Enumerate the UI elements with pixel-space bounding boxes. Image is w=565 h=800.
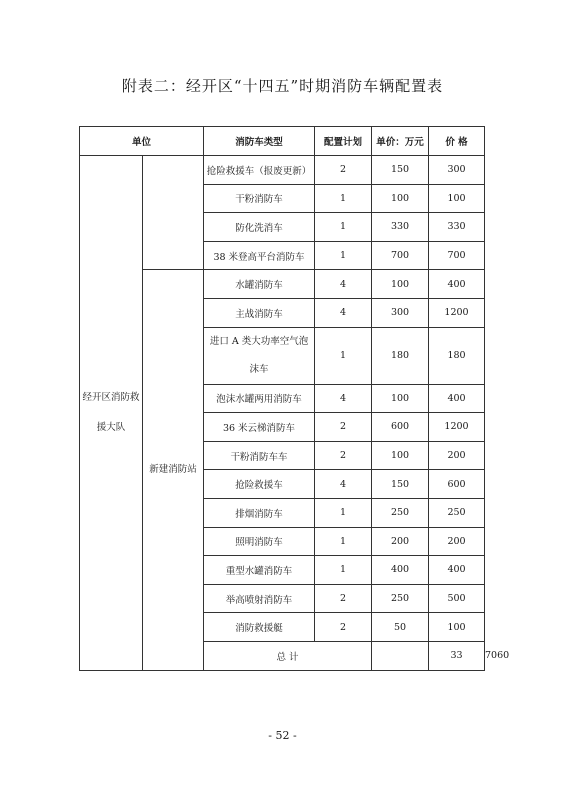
cell-unit-price: 100 (372, 184, 429, 213)
cell-plan: 4 (315, 470, 372, 499)
cell-price: 500 (429, 584, 485, 613)
cell-type: 水罐消防车 (204, 270, 315, 299)
table-row (80, 156, 485, 185)
total-plan: 33 (429, 641, 485, 670)
cell-unit-price: 150 (372, 156, 429, 185)
header-price: 价 格 (429, 127, 485, 156)
cell-unit-price: 700 (372, 241, 429, 270)
cell-plan: 1 (315, 527, 372, 556)
cell-price: 1200 (429, 298, 485, 327)
total-row: 总 计 33 7060 (80, 641, 485, 670)
cell-unit-price: 200 (372, 527, 429, 556)
cell-unit-price: 150 (372, 470, 429, 499)
cell-type: 抢险救援车 (204, 470, 315, 499)
page-number: - 52 - (268, 729, 297, 742)
cell-plan: 1 (315, 498, 372, 527)
cell-price: 300 (429, 156, 485, 185)
total-label: 总 计 (204, 641, 372, 670)
cell-plan: 1 (315, 241, 372, 270)
cell-plan: 1 (315, 556, 372, 585)
cell-price: 600 (429, 470, 485, 499)
cell-type: 重型水罐消防车 (204, 556, 315, 585)
cell-unit-price: 250 (372, 498, 429, 527)
cell-plan: 2 (315, 441, 372, 470)
cell-plan: 1 (315, 184, 372, 213)
cell-unit-price: 100 (372, 441, 429, 470)
cell-price: 330 (429, 213, 485, 242)
cell-price: 100 (429, 613, 485, 642)
org-label: 经开区消防救援大队 (82, 391, 140, 433)
org-cell (80, 156, 143, 671)
cell-plan: 4 (315, 384, 372, 413)
cell-plan: 1 (315, 213, 372, 242)
cell-unit-price: 100 (372, 384, 429, 413)
header-unit: 单位 (80, 127, 204, 156)
cell-unit-price: 600 (372, 413, 429, 442)
cell-type: 干粉消防车车 (204, 441, 315, 470)
cell-unit-price: 400 (372, 556, 429, 585)
cell-unit-price: 330 (372, 213, 429, 242)
cell-unit-price: 50 (372, 613, 429, 642)
cell-type: 排烟消防车 (204, 498, 315, 527)
cell-type: 38 米登高平台消防车 (204, 241, 315, 270)
cell-type: 消防救援艇 (204, 613, 315, 642)
cell-price: 180 (429, 327, 485, 384)
total-type-blank (372, 641, 429, 670)
cell-plan: 4 (315, 298, 372, 327)
page-title: 附表二：经开区“十四五”时期消防车辆配置表 (121, 77, 444, 95)
cell-type: 防化洗消车 (204, 213, 315, 242)
cell-type: 36 米云梯消防车 (204, 413, 315, 442)
cell-price: 200 (429, 527, 485, 556)
cell-type: 进口 A 类大功率空气泡沫车 (204, 327, 315, 384)
cell-price: 200 (429, 441, 485, 470)
cell-plan: 4 (315, 270, 372, 299)
cell-price: 1200 (429, 413, 485, 442)
cell-price: 100 (429, 184, 485, 213)
cell-type: 主战消防车 (204, 298, 315, 327)
cell-unit-price: 300 (372, 298, 429, 327)
cell-unit-price: 100 (372, 270, 429, 299)
cell-plan: 2 (315, 613, 372, 642)
existing-blank-cell (143, 156, 204, 270)
cell-type: 抢险救援车（报废更新） (204, 156, 315, 185)
cell-price: 400 (429, 384, 485, 413)
cell-price: 700 (429, 241, 485, 270)
cell-type: 泡沫水罐两用消防车 (204, 384, 315, 413)
cell-plan: 2 (315, 413, 372, 442)
cell-type: 干粉消防车 (204, 184, 315, 213)
header-unit-price: 单价：万元 (372, 127, 429, 156)
cell-unit-price: 180 (372, 327, 429, 384)
vehicle-config-table (79, 126, 510, 671)
cell-plan: 2 (315, 584, 372, 613)
header-type: 消防车类型 (204, 127, 315, 156)
cell-type: 照明消防车 (204, 527, 315, 556)
cell-plan: 2 (315, 156, 372, 185)
table-header-row (80, 127, 485, 156)
station-cell (143, 270, 204, 670)
cell-price: 400 (429, 556, 485, 585)
cell-price: 250 (429, 498, 485, 527)
cell-plan: 1 (315, 327, 372, 384)
cell-type: 举高喷射消防车 (204, 584, 315, 613)
header-plan: 配置计划 (315, 127, 372, 156)
station-label: 新建消防站 (149, 463, 197, 475)
cell-price: 400 (429, 270, 485, 299)
cell-unit-price: 250 (372, 584, 429, 613)
